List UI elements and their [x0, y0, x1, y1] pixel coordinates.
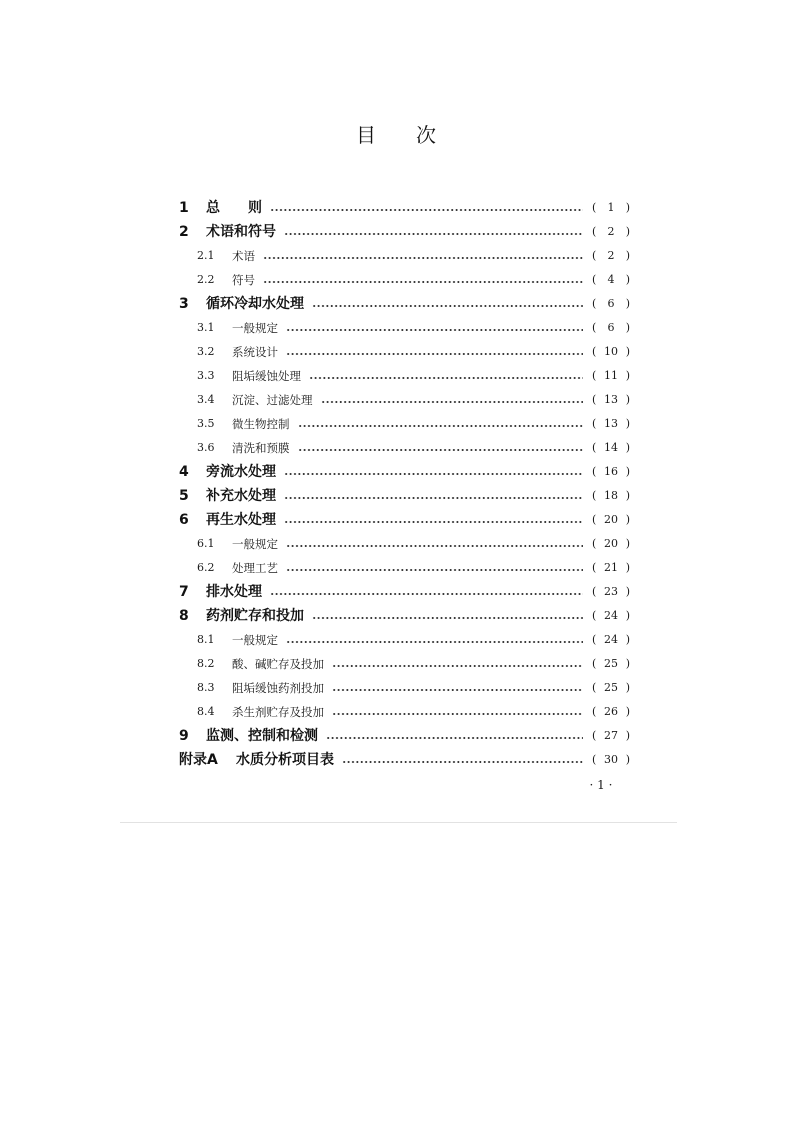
toc-entry: [179, 436, 630, 460]
toc-entry: [179, 724, 630, 748]
paren-open: (: [592, 681, 597, 694]
paren-close: ): [625, 417, 630, 430]
toc-entry: [179, 364, 630, 388]
toc-entry-number: 附录A: [179, 752, 218, 768]
toc-entry-title: 杀生剂贮存及投加: [232, 705, 324, 719]
paren-close: ): [625, 249, 630, 262]
toc-entry-appendix: [179, 748, 630, 772]
dot-leader: [286, 316, 583, 340]
toc-entry: [179, 388, 630, 412]
page-ref: 30: [604, 753, 618, 766]
toc-entry-number: 8.1: [197, 633, 215, 646]
toc-entry-title: 监测、控制和检测: [206, 728, 318, 744]
paren-close: ): [625, 225, 630, 238]
divider: [120, 822, 677, 823]
toc-entry-title: 一般规定: [232, 321, 278, 335]
toc-entry-page: [592, 316, 630, 340]
toc-entry-title: 水质分析项目表: [236, 752, 334, 768]
paren-close: ): [625, 609, 630, 622]
toc-entry-number: 8.2: [197, 657, 215, 670]
dot-leader: [284, 220, 583, 244]
toc-entry-title: 一般规定: [232, 633, 278, 647]
paren-close: ): [625, 561, 630, 574]
dot-leader: [284, 484, 583, 508]
page-ref: 25: [604, 657, 618, 670]
page-ref: 10: [604, 345, 618, 358]
toc-entry-number: 3.2: [197, 345, 215, 358]
toc-entry: [179, 556, 630, 580]
paren-close: ): [625, 753, 630, 766]
dot-leader: [263, 244, 583, 268]
paren-open: (: [592, 369, 597, 382]
toc-entry-page: [592, 604, 630, 628]
paren-open: (: [592, 201, 597, 214]
page-ref: 1: [607, 201, 615, 214]
paren-close: ): [625, 681, 630, 694]
dot-leader: [270, 196, 583, 220]
toc-entry: [179, 652, 630, 676]
toc-entry-number: 8.4: [197, 705, 215, 718]
toc-entry-title: 符号: [232, 273, 255, 287]
paren-close: ): [625, 321, 630, 334]
toc-entry-page: [592, 652, 630, 676]
toc-entry-title: 药剂贮存和投加: [206, 608, 304, 624]
paren-close: ): [625, 729, 630, 742]
toc-entry-page: [592, 196, 630, 220]
page-ref: 25: [604, 681, 618, 694]
paren-open: (: [592, 225, 597, 238]
paren-open: (: [592, 273, 597, 286]
toc-entry-number: 2.1: [197, 249, 215, 262]
page-ref: 11: [604, 369, 618, 382]
paren-close: ): [625, 201, 630, 214]
toc-entry-page: [592, 748, 630, 772]
toc-entry-page: [592, 484, 630, 508]
toc-entry-title: 微生物控制: [232, 417, 290, 431]
paren-close: ): [625, 489, 630, 502]
paren-close: ): [625, 585, 630, 598]
toc-entry-number: 8.3: [197, 681, 215, 694]
toc-entry: [179, 580, 630, 604]
toc-entry-number: 1: [179, 200, 189, 216]
paren-close: ): [625, 513, 630, 526]
paren-open: (: [592, 705, 597, 718]
toc-entry-number: 6.2: [197, 561, 215, 574]
toc-entry-page: [592, 724, 630, 748]
toc-entry-title: 术语和符号: [206, 224, 276, 240]
toc-entry-number: 4: [179, 464, 189, 480]
toc-entry-title: 循环冷却水处理: [206, 296, 304, 312]
table-of-contents: [179, 196, 630, 772]
page-ref: 2: [607, 225, 615, 238]
toc-entry-page: [592, 268, 630, 292]
paren-close: ): [625, 657, 630, 670]
toc-entry-title: 一般规定: [232, 537, 278, 551]
toc-entry: [179, 460, 630, 484]
paren-close: ): [625, 273, 630, 286]
dot-leader: [286, 532, 583, 556]
dot-leader: [270, 580, 583, 604]
paren-close: ): [625, 537, 630, 550]
page-ref: 21: [604, 561, 618, 574]
page-ref: 18: [604, 489, 618, 502]
paren-open: (: [592, 537, 597, 550]
toc-entry-page: [592, 460, 630, 484]
toc-entry-number: 7: [179, 584, 189, 600]
toc-entry-title: 旁流水处理: [206, 464, 276, 480]
toc-entry-title: 酸、碱贮存及投加: [232, 657, 324, 671]
page-ref: 20: [604, 537, 618, 550]
toc-entry-page: [592, 700, 630, 724]
toc-entry: [179, 604, 630, 628]
page-ref: 26: [604, 705, 618, 718]
toc-entry-title: 补充水处理: [206, 488, 276, 504]
toc-entry-page: [592, 412, 630, 436]
paren-open: (: [592, 657, 597, 670]
page-ref: 14: [604, 441, 618, 454]
dot-leader: [284, 508, 583, 532]
toc-entry-page: [592, 556, 630, 580]
page-ref: 27: [604, 729, 618, 742]
toc-entry: [179, 700, 630, 724]
dot-leader: [312, 292, 583, 316]
paren-open: (: [592, 345, 597, 358]
toc-entry-page: [592, 388, 630, 412]
toc-entry: [179, 412, 630, 436]
toc-entry-page: [592, 532, 630, 556]
dot-leader: [342, 748, 583, 772]
paren-open: (: [592, 753, 597, 766]
toc-entry-number: 9: [179, 728, 189, 744]
toc-entry-number: 6.1: [197, 537, 215, 550]
toc-entry-number: 6: [179, 512, 189, 528]
toc-entry: [179, 220, 630, 244]
toc-entry-page: [592, 676, 630, 700]
dot-leader: [332, 676, 583, 700]
toc-entry-title: 处理工艺: [232, 561, 278, 575]
toc-entry: [179, 484, 630, 508]
paren-close: ): [625, 297, 630, 310]
toc-entry-title: 沉淀、过滤处理: [232, 393, 313, 407]
toc-entry-page: [592, 292, 630, 316]
page-ref: 6: [607, 321, 615, 334]
page-ref: 24: [604, 609, 618, 622]
paren-open: (: [592, 729, 597, 742]
paren-open: (: [592, 633, 597, 646]
toc-entry-title: 排水处理: [206, 584, 262, 600]
toc-entry: [179, 316, 630, 340]
dot-leader: [286, 628, 583, 652]
paren-close: ): [625, 633, 630, 646]
toc-entry: [179, 268, 630, 292]
paren-open: (: [592, 609, 597, 622]
paren-open: (: [592, 393, 597, 406]
page-number: · 1 ·: [589, 778, 613, 792]
page-ref: 4: [607, 273, 615, 286]
page-ref: 16: [604, 465, 618, 478]
toc-entry-title: 总 则: [206, 200, 262, 216]
toc-entry-page: [592, 340, 630, 364]
toc-entry: [179, 628, 630, 652]
toc-entry-number: 3.5: [197, 417, 215, 430]
toc-entry-number: 3: [179, 296, 189, 312]
paren-close: ): [625, 705, 630, 718]
paren-close: ): [625, 345, 630, 358]
toc-entry-title: 清洗和预膜: [232, 441, 290, 455]
toc-entry: [179, 508, 630, 532]
toc-entry-number: 2.2: [197, 273, 215, 286]
dot-leader: [309, 364, 583, 388]
page-ref: 13: [604, 393, 618, 406]
dot-leader: [332, 700, 583, 724]
dot-leader: [298, 412, 584, 436]
toc-entry-number: 5: [179, 488, 189, 504]
paren-open: (: [592, 561, 597, 574]
paren-close: ): [625, 393, 630, 406]
toc-entry-title: 再生水处理: [206, 512, 276, 528]
toc-entry-title: 系统设计: [232, 345, 278, 359]
toc-entry: [179, 244, 630, 268]
dot-leader: [326, 724, 583, 748]
dot-leader: [286, 556, 583, 580]
toc-entry-page: [592, 364, 630, 388]
toc-entry: [179, 340, 630, 364]
toc-entry-number: 2: [179, 224, 189, 240]
toc-entry: [179, 196, 630, 220]
page-ref: 23: [604, 585, 618, 598]
dot-leader: [321, 388, 584, 412]
paren-open: (: [592, 585, 597, 598]
page-ref: 2: [607, 249, 615, 262]
dot-leader: [332, 652, 583, 676]
toc-entry-title: 术语: [232, 249, 255, 263]
paren-open: (: [592, 249, 597, 262]
toc-entry-number: 8: [179, 608, 189, 624]
dot-leader: [263, 268, 583, 292]
page-title: 目 次: [356, 123, 436, 147]
toc-entry-page: [592, 436, 630, 460]
paren-open: (: [592, 441, 597, 454]
toc-entry: [179, 532, 630, 556]
paren-open: (: [592, 297, 597, 310]
toc-entry-page: [592, 220, 630, 244]
page-ref: 24: [604, 633, 618, 646]
paren-close: ): [625, 369, 630, 382]
paren-open: (: [592, 417, 597, 430]
toc-entry-page: [592, 580, 630, 604]
toc-entry-page: [592, 244, 630, 268]
dot-leader: [284, 460, 583, 484]
paren-open: (: [592, 513, 597, 526]
toc-entry-number: 3.1: [197, 321, 215, 334]
page-ref: 6: [607, 297, 615, 310]
paren-open: (: [592, 321, 597, 334]
paren-close: ): [625, 441, 630, 454]
toc-entry-number: 3.3: [197, 369, 215, 382]
paren-close: ): [625, 465, 630, 478]
toc-entry-number: 3.4: [197, 393, 215, 406]
dot-leader: [312, 604, 583, 628]
toc-entry-page: [592, 508, 630, 532]
page-ref: 20: [604, 513, 618, 526]
toc-entry: [179, 292, 630, 316]
toc-entry-page: [592, 628, 630, 652]
dot-leader: [298, 436, 584, 460]
paren-open: (: [592, 465, 597, 478]
dot-leader: [286, 340, 583, 364]
toc-entry-title: 阻垢缓蚀处理: [232, 369, 301, 383]
toc-entry-number: 3.6: [197, 441, 215, 454]
toc-entry: [179, 676, 630, 700]
toc-entry-title: 阻垢缓蚀药剂投加: [232, 681, 324, 695]
page-ref: 13: [604, 417, 618, 430]
paren-open: (: [592, 489, 597, 502]
